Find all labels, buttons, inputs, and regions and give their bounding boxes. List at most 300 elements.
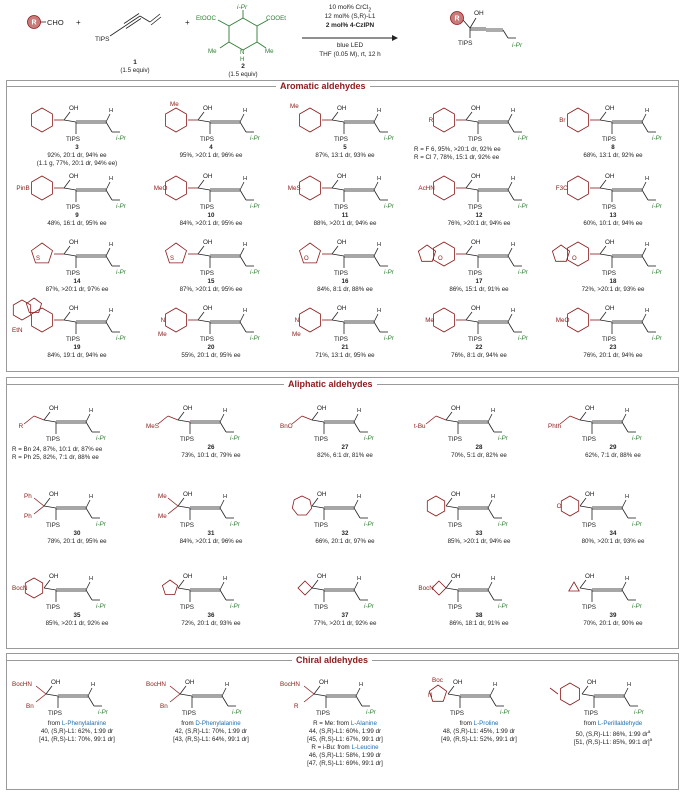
compound-number-28: 28 xyxy=(475,444,483,451)
tips-label: TIPS xyxy=(468,204,482,211)
chiral-structure-0 xyxy=(12,668,142,718)
oh-label: OH xyxy=(319,679,329,686)
aromatic-structure-9 xyxy=(12,160,142,212)
tips-label: TIPS xyxy=(66,270,80,277)
h-label: H xyxy=(243,108,248,114)
tips-label: TIPS xyxy=(200,270,214,277)
oh-label: OH xyxy=(337,105,347,112)
aliphatic-section-title: Aliphatic aldehydes xyxy=(284,379,377,389)
source-label: L-Proline xyxy=(473,720,499,727)
aromatic-structure-5 xyxy=(280,92,410,144)
aliphatic-structure-30 xyxy=(12,478,142,530)
substituent-label: N xyxy=(294,317,300,324)
ipr-label: i-Pr xyxy=(384,335,394,342)
chiral-structure-2 xyxy=(280,668,410,718)
compound-result-26: 73%, 10:1 dr, 79% ee xyxy=(181,452,241,459)
ipr-label: i-Pr xyxy=(116,203,126,210)
ipr-label: i-Pr xyxy=(250,269,260,276)
substituent-label-2: Bn xyxy=(160,703,168,710)
substituent-label: Me xyxy=(158,493,167,500)
compound-result-28: 70%, 5:1 dr, 82% ee xyxy=(451,452,507,459)
oh-label: OH xyxy=(51,679,61,686)
compound-result-22: 76%, 8:1 dr, 94% ee xyxy=(451,352,507,359)
compound-number-18: 18 xyxy=(609,278,617,285)
substituent-label-2: R xyxy=(294,703,299,710)
ipr-label: i-Pr xyxy=(384,203,394,210)
source-label: L-Phenylalanine xyxy=(61,720,107,727)
aliphatic-structure-31 xyxy=(146,478,276,530)
ipr-label: i-Pr xyxy=(652,135,662,142)
tips-label: TIPS xyxy=(582,436,596,443)
source-label: D-Phenylalanine xyxy=(195,720,241,727)
ipr-label: i-Pr xyxy=(250,135,260,142)
aromatic-structure-21 xyxy=(280,292,410,344)
compound-result-33: 85%, >20:1 dr, 94% ee xyxy=(447,538,511,545)
h-label: H xyxy=(357,576,362,582)
oh-label: OH xyxy=(49,491,59,498)
aliphatic-structure-39 xyxy=(548,560,678,612)
tips-label: TIPS xyxy=(66,136,80,143)
ester-right-label: COOEt xyxy=(266,15,286,22)
tips-label: TIPS xyxy=(182,710,196,717)
ipr-label: i-Pr xyxy=(498,603,508,610)
oh-label: OH xyxy=(337,305,347,312)
tips-label: TIPS xyxy=(200,204,214,211)
compound-result-32: 66%, 20:1 dr, 97% ee xyxy=(315,538,375,545)
aliphatic-structure-35 xyxy=(12,560,142,612)
compound-number-29: 29 xyxy=(609,444,617,451)
aromatic-structure-3 xyxy=(12,92,142,144)
tips-label: TIPS xyxy=(200,136,214,143)
oh-label: OH xyxy=(317,573,327,580)
oh-label: OH xyxy=(183,573,193,580)
aromatic-structure-11 xyxy=(280,160,410,212)
compound-result-12: 76%, >20:1 dr, 94% ee xyxy=(447,220,511,227)
h-label: H xyxy=(645,308,650,314)
tips-label: TIPS xyxy=(448,436,462,443)
compound-result2-24: R = Ph 25, 82%, 7:1 dr, 88% ee xyxy=(12,454,99,461)
aldehyde-r-label: R xyxy=(31,19,37,27)
substituent-label: R xyxy=(18,423,24,430)
compound-number-19: 19 xyxy=(73,344,81,351)
aromatic-structure-16 xyxy=(280,226,410,278)
heteroatom-label: S xyxy=(170,256,175,262)
aromatic-section-title: Aromatic aldehydes xyxy=(276,81,370,91)
tips-label: TIPS xyxy=(200,336,214,343)
compound-number-4: 4 xyxy=(209,144,213,151)
substituent-label: AcHN xyxy=(418,185,435,192)
from-label: from xyxy=(583,720,598,727)
oh-label: OH xyxy=(69,239,79,246)
h-label: H xyxy=(223,408,228,414)
source-label: L-Alanine xyxy=(350,720,377,727)
compound-number-35: 35 xyxy=(73,612,81,619)
tips-label: TIPS xyxy=(180,604,194,611)
substituent-label: Me xyxy=(170,101,179,108)
h-label: H xyxy=(491,494,496,500)
footnote-mark: a xyxy=(649,737,653,742)
tips-label: TIPS xyxy=(448,522,462,529)
chiral-result-2: [47, (R,S)-L1: 69%, 99:1 dr] xyxy=(307,760,383,767)
ester-left-label: EtOOC xyxy=(196,15,216,22)
tips-label: TIPS xyxy=(468,136,482,143)
heteroatom-label: O xyxy=(304,256,309,262)
oh-label: OH xyxy=(451,491,461,498)
substituent-label: t-Bu xyxy=(414,423,426,430)
nh-n-label: N xyxy=(240,49,245,56)
compound-result-5: 87%, 13:1 dr, 93% ee xyxy=(315,152,375,159)
compound-result-20: 55%, 20:1 dr, 95% ee xyxy=(181,352,241,359)
aliphatic-structure-37 xyxy=(280,560,410,612)
chiral-section-title: Chiral aldehydes xyxy=(292,655,372,665)
tips-label: TIPS xyxy=(66,204,80,211)
from-label: from xyxy=(459,720,474,727)
tips-label: TIPS xyxy=(602,336,616,343)
chiral-source-2 xyxy=(280,720,410,727)
compound-result-30: 78%, 20:1 dr, 95% ee xyxy=(47,538,107,545)
plus-sign-2: + xyxy=(185,18,190,27)
ipr-label: i-Pr xyxy=(634,709,644,716)
aldehyde-cho-label: CHO xyxy=(47,18,64,27)
oh-label: OH xyxy=(471,239,481,246)
aliphatic-structure-29 xyxy=(548,392,678,444)
compound-number-22: 22 xyxy=(475,344,483,351)
compound-result-23: 76%, 20:1 dr, 94% ee xyxy=(583,352,643,359)
compound-result-24: R = Bn 24, 87%, 10:1 dr, 87% ee xyxy=(12,446,103,453)
oh-label: OH xyxy=(605,173,615,180)
substituent-label: MeO xyxy=(555,317,570,324)
chiral-source-1 xyxy=(146,720,276,727)
h-label: H xyxy=(625,576,630,582)
ipr-label: i-Pr xyxy=(518,269,528,276)
aliphatic-structure-28 xyxy=(414,392,544,444)
compound-number-17: 17 xyxy=(475,278,483,285)
h-label: H xyxy=(625,408,630,414)
ipr-label: i-Pr xyxy=(230,435,240,442)
ipr-label: i-Pr xyxy=(116,335,126,342)
tips-label: TIPS xyxy=(450,710,464,717)
aromatic-structure-4 xyxy=(146,92,276,144)
oh-label: OH xyxy=(49,405,59,412)
compound-result-3: 92%, 20:1 dr, 94% ee xyxy=(47,152,107,159)
chiral-result-2: [45, (R,S)-L1: 67%, 99:1 dr] xyxy=(307,736,383,743)
aliphatic-structure-26 xyxy=(146,392,276,444)
substituent-label: BocHN xyxy=(280,681,300,688)
plus-sign-1: + xyxy=(76,18,81,27)
tips-label: TIPS xyxy=(46,604,60,611)
compound-2-equiv: (1.5 equiv) xyxy=(228,71,258,78)
compound-result-9: 48%, 16:1 dr, 95% ee xyxy=(47,220,107,227)
product-oh-label: OH xyxy=(474,10,484,17)
compound-result-6: R = F 6, 95%, >20:1 dr, 92% ee xyxy=(414,146,501,153)
condition-3: 2 mol% 4-CzIPN xyxy=(325,22,375,29)
oh-label: OH xyxy=(585,573,595,580)
chiral-source-2 xyxy=(280,744,410,751)
tips-label: TIPS xyxy=(180,522,194,529)
aliphatic-structure-33 xyxy=(414,478,544,530)
from-label: R = Me: from xyxy=(313,720,351,727)
substituent-label-2: Me xyxy=(158,513,167,520)
source-label: L-Leucine xyxy=(351,744,379,751)
ipr-label: i-Pr xyxy=(652,203,662,210)
oh-label: OH xyxy=(471,173,481,180)
h-label: H xyxy=(243,308,248,314)
h-label: H xyxy=(109,108,114,114)
tips-label: TIPS xyxy=(468,270,482,277)
chiral-result-3: [49, (R,S)-L1: 52%, 99:1 dr] xyxy=(441,736,517,743)
substituent-label: N xyxy=(160,317,166,324)
compound-result-27: 82%, 6:1 dr, 81% ee xyxy=(317,452,373,459)
tips-label: TIPS xyxy=(316,710,330,717)
compound-result-31: 84%, >20:1 dr, 96% ee xyxy=(179,538,243,545)
oh-label: OH xyxy=(203,173,213,180)
compound-result-16: 84%, 8:1 dr, 88% ee xyxy=(317,286,373,293)
compound-number-10: 10 xyxy=(207,212,215,219)
tips-label: TIPS xyxy=(334,136,348,143)
aromatic-structure-8 xyxy=(548,92,678,144)
oh-label: OH xyxy=(605,305,615,312)
compound-number-27: 27 xyxy=(341,444,349,451)
h-label: H xyxy=(109,242,114,248)
h-label: H xyxy=(625,494,630,500)
chiral-result-2: 46, (S,R)-L1: 58%, 1:99 dr xyxy=(308,752,382,759)
substituent-label: Me xyxy=(425,317,434,324)
compound-number-20: 20 xyxy=(207,344,215,351)
compound-result-39: 70%, 20:1 dr, 90% ee xyxy=(583,620,643,627)
ipr-label: i-Pr xyxy=(632,521,642,528)
compound-result-35: 85%, >20:1 dr, 92% ee xyxy=(45,620,109,627)
oh-label: OH xyxy=(49,573,59,580)
oh-label: OH xyxy=(69,105,79,112)
oh-label: OH xyxy=(337,239,347,246)
compound-number-30: 30 xyxy=(73,530,81,537)
aliphatic-structure-36 xyxy=(146,560,276,612)
ipr-label: i-Pr xyxy=(116,269,126,276)
compound-result-36: 72%, 20:1 dr, 93% ee xyxy=(181,620,241,627)
compound-result-37: 77%, >20:1 dr, 92% ee xyxy=(313,620,377,627)
compound-result-19: 84%, 19:1 dr, 94% ee xyxy=(47,352,107,359)
chiral-result-2: 44, (S,R)-L1: 60%, 1:99 dr xyxy=(308,728,382,735)
compound-result-38: 86%, 18:1 dr, 91% ee xyxy=(449,620,509,627)
chiral-result-4: [51, (R,S)-L1: 85%, 99:1 dr]$^a$ xyxy=(573,737,653,747)
ipr-label: i-Pr xyxy=(250,203,260,210)
h-label: H xyxy=(225,682,230,688)
tips-label: TIPS xyxy=(314,604,328,611)
ipr-label: i-Pr xyxy=(230,521,240,528)
compound-result-29: 62%, 7:1 dr, 88% ee xyxy=(585,452,641,459)
aromatic-structure-15 xyxy=(146,226,276,278)
ipr-label: i-Pr xyxy=(498,521,508,528)
h-label: H xyxy=(511,308,516,314)
ipr-label: i-Pr xyxy=(366,709,376,716)
aliphatic-structure-38 xyxy=(414,560,544,612)
compound-number-13: 13 xyxy=(609,212,617,219)
substituent-label: Br xyxy=(559,117,566,124)
aliphatic-structure-24 xyxy=(12,392,142,444)
heteroatom-label: BocN xyxy=(418,585,434,592)
aromatic-structure-22 xyxy=(414,292,544,344)
aromatic-structure-17 xyxy=(414,226,544,278)
ipr-label: i-Pr xyxy=(364,603,374,610)
ipr-label: i-Pr xyxy=(96,521,106,528)
h-label: H xyxy=(223,494,228,500)
ipr-label: i-Pr xyxy=(498,435,508,442)
ipr-label: i-Pr xyxy=(96,603,106,610)
h-label: H xyxy=(491,576,496,582)
substituent-label: F3C xyxy=(555,185,568,192)
compound-result2-3: (1.1 g, 77%, 20:1 dr, 94% ee) xyxy=(36,160,118,167)
substituent-label: EtN xyxy=(12,327,23,334)
substituent-label: BnO xyxy=(280,423,293,430)
tips-label: TIPS xyxy=(584,710,598,717)
h-label: H xyxy=(243,176,248,182)
chiral-result-3: 48, (S,R)-L1: 45%, 1:99 dr xyxy=(442,728,516,735)
oh-label: OH xyxy=(471,105,481,112)
chiral-source-4 xyxy=(548,720,678,727)
ipr-label-reagent: i-Pr xyxy=(237,4,248,11)
product-skeleton xyxy=(463,18,516,38)
oh-label: OH xyxy=(587,679,597,686)
oh-label: OH xyxy=(185,679,195,686)
compound-result-21: 71%, 13:1 dr, 95% ee xyxy=(315,352,375,359)
h-label: H xyxy=(243,242,248,248)
h-label: H xyxy=(357,494,362,500)
h-label: H xyxy=(91,682,96,688)
h-label: H xyxy=(511,242,516,248)
oh-label: OH xyxy=(69,305,79,312)
h-label: H xyxy=(493,682,498,688)
oh-label: OH xyxy=(203,305,213,312)
compound-number-11: 11 xyxy=(341,212,349,219)
heteroatom-label: O xyxy=(572,256,577,262)
h-label: H xyxy=(359,682,364,688)
compound-number-39: 39 xyxy=(609,612,617,619)
tips-label: TIPS xyxy=(602,136,616,143)
compound-number-37: 37 xyxy=(341,612,349,619)
substituent-label: MeS xyxy=(287,185,301,192)
compound-number-26: 26 xyxy=(207,444,215,451)
chiral-result-1: 42, (S,R)-L1: 70%, 1:99 dr xyxy=(174,728,248,735)
compound-number-21: 21 xyxy=(341,344,349,351)
h-label: H xyxy=(89,494,94,500)
oh-label: OH xyxy=(317,491,327,498)
footnote-mark: a xyxy=(647,729,651,734)
from-label: from xyxy=(47,720,62,727)
compound-result-34: 80%, >20:1 dr, 93% ee xyxy=(581,538,645,545)
ipr-label: i-Pr xyxy=(364,435,374,442)
h-label: H xyxy=(511,108,516,114)
compound-result-14: 87%, >20:1 dr, 97% ee xyxy=(45,286,109,293)
chiral-result-4: 50, (S,R)-L1: 86%, 1:99 $dr^a$ xyxy=(575,729,651,739)
compound-result-8: 68%, 13:1 dr, 92% ee xyxy=(583,152,643,159)
compound-number-32: 32 xyxy=(341,530,349,537)
oh-label: OH xyxy=(317,405,327,412)
aromatic-structure-18 xyxy=(548,226,678,278)
heteroatom-label: S xyxy=(36,256,41,262)
substituent-label: Me xyxy=(290,103,299,110)
ipr-label: i-Pr xyxy=(632,603,642,610)
h-label: H xyxy=(357,408,362,414)
heteroatom-label: N xyxy=(428,692,433,699)
aliphatic-structure-27 xyxy=(280,392,410,444)
oh-label: OH xyxy=(451,573,461,580)
oh-label: OH xyxy=(183,491,193,498)
oh-label: OH xyxy=(585,491,595,498)
chiral-result-1: [43, (R,S)-L1: 64%, 99:1 dr] xyxy=(173,736,249,743)
compound-result-10: 84%, >20:1 dr, 95% ee xyxy=(179,220,243,227)
tips-label: TIPS xyxy=(46,436,60,443)
oh-label: OH xyxy=(183,405,193,412)
ipr-label: i-Pr xyxy=(230,603,240,610)
tips-label: TIPS xyxy=(582,604,596,611)
tips-label: TIPS xyxy=(48,710,62,717)
h-label: H xyxy=(109,308,114,314)
oh-label: OH xyxy=(203,239,213,246)
me-right-label: Me xyxy=(265,48,274,55)
substituent-label: Ph xyxy=(24,493,32,500)
tips-label-1: TIPS xyxy=(95,36,110,43)
ipr-label: i-Pr xyxy=(652,269,662,276)
compound-number-23: 23 xyxy=(609,344,617,351)
aromatic-structure-14 xyxy=(12,226,142,278)
ipr-label: i-Pr xyxy=(116,135,126,142)
product-tips-label: TIPS xyxy=(458,40,473,47)
substituent-label-2: Bn xyxy=(26,703,34,710)
oh-label: OH xyxy=(337,173,347,180)
compound-number-5: 5 xyxy=(343,144,347,151)
compound-1-number: 1 xyxy=(133,59,137,66)
h-label: H xyxy=(89,408,94,414)
h-label: H xyxy=(645,242,650,248)
compound-result-4: 95%, >20:1 dr, 96% ee xyxy=(179,152,243,159)
oh-label: OH xyxy=(453,679,463,686)
ipr-label: i-Pr xyxy=(652,335,662,342)
ipr-label: i-Pr xyxy=(518,203,528,210)
compound-number-33: 33 xyxy=(475,530,483,537)
compound-number-9: 9 xyxy=(75,212,79,219)
ipr-label: i-Pr xyxy=(518,135,528,142)
tips-label: TIPS xyxy=(334,336,348,343)
h-label: H xyxy=(377,108,382,114)
tips-label: TIPS xyxy=(334,270,348,277)
substituent-label: Phth xyxy=(548,423,561,430)
compound-result-18: 72%, >20:1 dr, 93% ee xyxy=(581,286,645,293)
from-label: from xyxy=(181,720,196,727)
source-label: L-Perillaldehyde xyxy=(597,720,643,727)
compound-number-16: 16 xyxy=(341,278,349,285)
h-label: H xyxy=(377,242,382,248)
ipr-label: i-Pr xyxy=(98,709,108,716)
nh-h-label: H xyxy=(240,56,245,63)
condition-2: 12 mol% (S,R)-L1 xyxy=(324,13,376,20)
oh-label: OH xyxy=(69,173,79,180)
substituent-label-2: Me xyxy=(292,331,301,338)
compound-result2-6: R = Cl 7, 78%, 15:1 dr, 92% ee xyxy=(414,154,500,161)
h-label: H xyxy=(377,176,382,182)
substituent-label: MeS xyxy=(146,423,159,430)
heteroatom-label: BocN xyxy=(12,585,28,592)
tips-label: TIPS xyxy=(46,522,60,529)
compound-number-12: 12 xyxy=(475,212,483,219)
h-label: H xyxy=(89,576,94,582)
tips-label: TIPS xyxy=(180,436,194,443)
aromatic-structure-12 xyxy=(414,160,544,212)
oh-label: OH xyxy=(585,405,595,412)
product-ipr-label: i-Pr xyxy=(512,42,523,49)
chiral-source-3 xyxy=(414,720,544,727)
ipr-label: i-Pr xyxy=(632,435,642,442)
aromatic-structure-13 xyxy=(548,160,678,212)
